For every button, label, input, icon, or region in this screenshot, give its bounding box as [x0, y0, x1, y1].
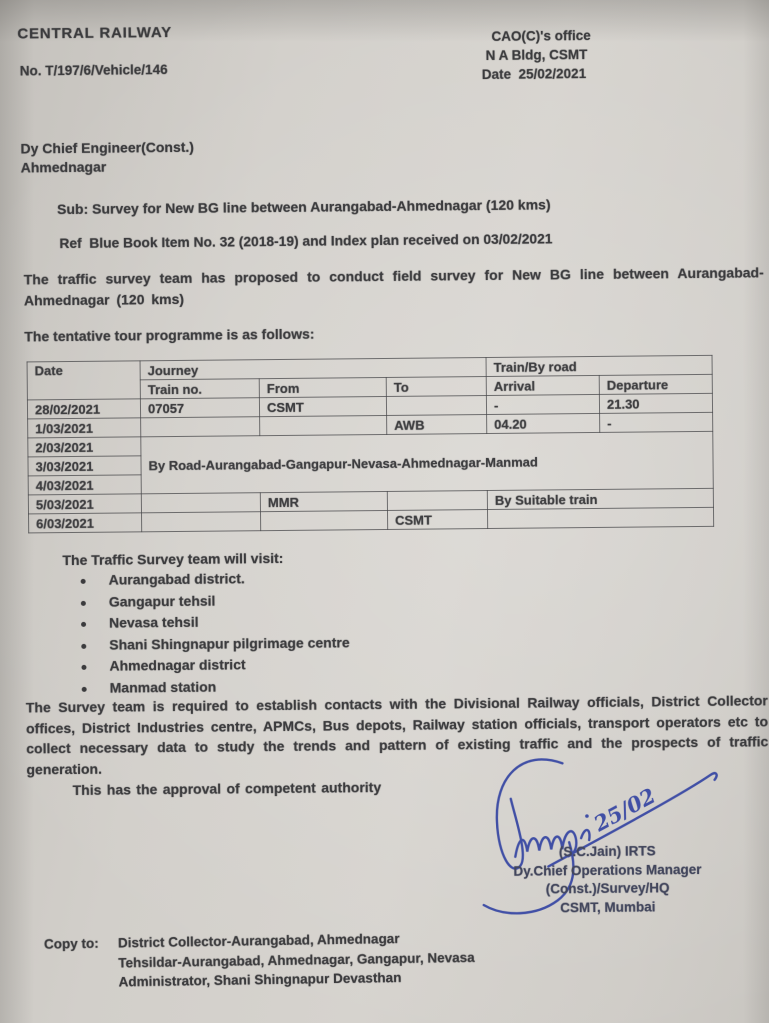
signature-i-stroke	[581, 830, 589, 840]
signatory-designation: Dy.Chief Operations Manager	[513, 861, 702, 879]
list-item: Shani Shingnapur pilgrimage centre	[77, 632, 350, 656]
letterhead: CENTRAL RAILWAY	[17, 24, 172, 43]
cell-date: 5/03/2021	[28, 494, 141, 514]
letter-date: Date 25/02/2021	[481, 66, 587, 83]
signatory-block	[473, 842, 742, 919]
col-header-departure: Departure	[599, 374, 712, 394]
list-item: Gangapur tehsil	[77, 589, 350, 613]
visit-list-title: The Traffic Survey team will visit:	[62, 549, 284, 569]
list-item: Manmad station	[78, 675, 351, 699]
col-header-train-by-road: Train/By road	[486, 355, 712, 376]
tour-programme-lead: The tentative tour programme is as follows:	[24, 325, 315, 345]
list-item: Nevasa tehsil	[77, 610, 350, 634]
cell-from: MMR	[260, 491, 387, 511]
copy-to-line: Administrator, Shani Shingnapur Devasthan	[118, 969, 402, 990]
cell-travel-mode	[487, 507, 713, 528]
approval-line: This has the approval of competent authority	[72, 779, 382, 799]
list-item: Ahmednagar district	[77, 653, 350, 677]
copy-to-label: Copy to:	[43, 935, 99, 952]
visit-list	[77, 567, 351, 699]
intro-paragraph: The traffic survey team has proposed to conduct field survey for New BG line between Aurangabad-Ahmednagar (120 kms)	[23, 264, 764, 309]
letter-reference-number: No. T/197/6/Vehicle/146	[19, 62, 168, 79]
signatory-name: (S.C.Jain) IRTS	[558, 843, 656, 860]
copy-to-section	[44, 928, 475, 993]
copy-to-line: District Collector-Aurangabad, Ahmednagar	[117, 931, 400, 951]
col-header-arrival: Arrival	[486, 375, 599, 395]
cell-date: 6/03/2021	[29, 513, 142, 533]
cell-date: 28/02/2021	[27, 399, 140, 419]
cell-date: 1/03/2021	[28, 418, 141, 438]
cell-from	[260, 415, 387, 435]
cell-by-road-note: By Road-Aurangabad-Gangapur-Nevasa-Ahmednagar-Manmad	[141, 431, 714, 493]
cell-date: 2/03/2021	[28, 437, 141, 457]
cell-train-no	[142, 512, 261, 532]
tour-programme-table	[27, 355, 715, 534]
office-name: CAO(C)'s office	[491, 27, 591, 44]
addressee-title: Dy Chief Engineer(Const.)	[20, 138, 195, 157]
office-address-block	[481, 26, 591, 84]
cell-departure: -	[600, 412, 713, 432]
signature-i-dot	[585, 814, 589, 818]
cell-train-no: 07057	[140, 398, 259, 418]
col-header-date: Date	[27, 361, 140, 400]
cell-departure: 21.30	[599, 393, 712, 413]
col-header-to: To	[386, 377, 486, 397]
copy-to-line: Tehsildar-Aurangabad, Ahmednagar, Gangapur, Nevasa	[118, 949, 475, 970]
col-header-journey: Journey	[140, 358, 486, 380]
cell-date: 4/03/2021	[28, 475, 141, 495]
col-header-train-no: Train no.	[140, 379, 259, 399]
cell-from: CSMT	[259, 396, 386, 416]
addressee-block	[20, 138, 194, 178]
cell-to: CSMT	[387, 510, 487, 530]
signatory-location: CSMT, Mumbai	[560, 898, 656, 915]
cell-to	[386, 396, 486, 416]
cell-from	[260, 510, 387, 530]
closing-paragraph: The Survey team is required to establish contacts with the Divisional Railway officials, District Collector offices, District Industries centre, APMCs, Bus depots, Railway station officials, transport operators etc to collect necessary data to study the trends and pattern of existing traffic and the prospects of traffic generation.	[25, 692, 769, 777]
cell-travel-mode: By Suitable train	[487, 488, 713, 509]
subject-line: Sub: Survey for New BG line between Aurangabad-Ahmednagar (120 kms)	[57, 196, 551, 218]
col-header-from: From	[259, 377, 386, 397]
cell-to	[387, 491, 487, 511]
cell-arrival: -	[486, 394, 599, 414]
cell-arrival: 04.20	[487, 413, 600, 433]
addressee-place: Ahmednagar	[20, 158, 107, 176]
cell-date: 3/03/2021	[28, 456, 141, 476]
handwritten-date: 25/02	[589, 782, 660, 837]
visit-list-section	[62, 549, 350, 699]
reference-line: Ref Blue Book Item No. 32 (2018-19) and Index plan received on 03/02/2021	[59, 231, 553, 252]
office-building: N A Bldg, CSMT	[485, 47, 588, 64]
signatory-department: (Const.)/Survey/HQ	[545, 880, 670, 897]
list-item: Aurangabad district.	[77, 567, 350, 591]
cell-train-no	[141, 493, 260, 513]
cell-to: AWB	[387, 415, 487, 435]
cell-train-no	[141, 417, 260, 437]
